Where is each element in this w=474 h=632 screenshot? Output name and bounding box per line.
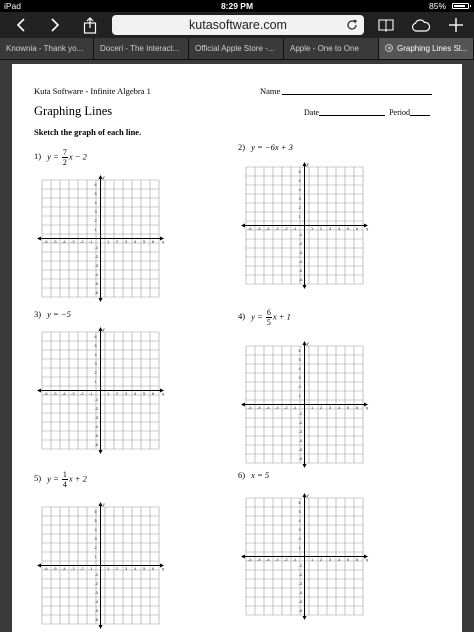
x-tick-label: -2 [80, 391, 84, 396]
x-tick-label: -5 [257, 557, 261, 562]
x-tick-label: -3 [275, 557, 279, 562]
y-tick-label: 4 [298, 366, 301, 371]
y-tick-label: -2 [94, 581, 99, 586]
y-tick-label: 4 [298, 518, 301, 523]
y-tick-label: 6 [94, 509, 97, 514]
y-tick-label: -2 [94, 254, 99, 259]
y-tick-label: -2 [298, 420, 303, 425]
x-tick-label: 4 [338, 405, 341, 410]
y-tick-label: -1 [94, 245, 99, 250]
page-viewport[interactable] [0, 60, 474, 632]
y-tick-label: -4 [298, 259, 303, 264]
x-tick-label: -2 [80, 566, 84, 571]
y-tick-label: 1 [298, 545, 301, 550]
plus-icon [448, 17, 464, 33]
y-tick-label: -5 [298, 599, 303, 604]
y-tick-label: 1 [94, 379, 97, 384]
back-button[interactable] [10, 15, 32, 35]
x-tick-label: -4 [62, 391, 66, 396]
y-tick-label: -6 [94, 290, 99, 295]
status-bar [0, 0, 474, 12]
y-tick-label: 5 [94, 518, 97, 523]
x-tick-label: -1 [293, 557, 297, 562]
y-tick-label: -6 [94, 617, 99, 622]
x-tick-label: -1 [293, 226, 297, 231]
y-tick-label: 6 [94, 182, 97, 187]
instructions: Sketch the graph of each line. [34, 127, 142, 137]
x-tick-label: 4 [338, 557, 341, 562]
tab-label: Apple - One to One [290, 44, 359, 53]
y-tick-label: 2 [298, 205, 301, 210]
x-tick-label: -1 [89, 566, 93, 571]
x-tick-label: 6 [152, 239, 155, 244]
carrier-label: iPad [4, 1, 22, 11]
y-tick-label: 3 [298, 196, 301, 201]
x-tick-label: -6 [248, 405, 252, 410]
name-field: Name [260, 86, 432, 96]
x-tick-label: 6 [356, 405, 359, 410]
x-tick-label: 3 [125, 566, 128, 571]
x-tick-label: 3 [329, 557, 332, 562]
x-tick-label: -6 [248, 557, 252, 562]
y-tick-label: 5 [94, 343, 97, 348]
y-tick-label: -4 [94, 599, 99, 604]
y-tick-label: -1 [94, 397, 99, 402]
x-tick-label: -3 [275, 226, 279, 231]
x-tick-label: -2 [80, 239, 84, 244]
x-axis-label: x [366, 227, 369, 233]
x-tick-label: 6 [152, 566, 155, 571]
y-tick-label: -5 [298, 447, 303, 452]
y-axis-label: y [306, 494, 309, 499]
x-tick-label: 1 [311, 405, 314, 410]
x-tick-label: -4 [62, 566, 66, 571]
x-tick-label: -5 [257, 226, 261, 231]
x-tick-label: -4 [266, 226, 270, 231]
cloud-icon [411, 19, 431, 32]
coordinate-grid-6[interactable] [240, 492, 369, 621]
x-tick-label: 5 [143, 239, 146, 244]
x-tick-label: -3 [71, 566, 75, 571]
y-tick-label: 6 [298, 348, 301, 353]
y-tick-label: -2 [298, 572, 303, 577]
worksheet-title: Graphing Lines [34, 104, 113, 118]
tab-label: Official Apple Store -... [195, 44, 275, 53]
y-tick-label: 2 [94, 218, 97, 223]
x-tick-label: 6 [356, 557, 359, 562]
x-tick-label: 3 [125, 391, 128, 396]
grid-svg [36, 501, 165, 630]
grid-svg [240, 161, 369, 290]
x-axis-label: x [162, 392, 165, 398]
y-tick-label: 6 [298, 169, 301, 174]
x-axis-label: x [162, 567, 165, 573]
tab-label: Knownia - Thank yo... [6, 44, 84, 53]
x-tick-label: -2 [284, 226, 288, 231]
forward-button[interactable] [44, 15, 66, 35]
x-tick-label: 4 [134, 239, 137, 244]
browser-toolbar [0, 12, 474, 38]
y-tick-label: 4 [298, 187, 301, 192]
y-tick-label: 5 [298, 357, 301, 362]
x-tick-label: -1 [89, 239, 93, 244]
y-tick-label: -3 [94, 263, 99, 268]
y-tick-label: -6 [298, 277, 303, 282]
y-tick-label: -5 [298, 268, 303, 273]
tab-graphing-lines[interactable] [379, 38, 474, 59]
tab-label: Doceri - The Interact... [100, 44, 180, 53]
y-tick-label: -3 [298, 250, 303, 255]
x-tick-label: 4 [134, 391, 137, 396]
x-tick-label: -6 [248, 226, 252, 231]
y-tick-label: -5 [94, 608, 99, 613]
y-tick-label: -1 [298, 411, 303, 416]
y-tick-label: 6 [94, 334, 97, 339]
date-period-field: Date Period [304, 108, 430, 117]
y-tick-label: -4 [298, 590, 303, 595]
y-tick-label: -2 [94, 406, 99, 411]
y-tick-label: -5 [94, 433, 99, 438]
y-axis-label: y [102, 328, 105, 333]
y-tick-label: 6 [298, 500, 301, 505]
coordinate-grid-5[interactable] [36, 501, 165, 630]
battery-percent: 85% [428, 1, 446, 11]
x-tick-label: 5 [347, 557, 350, 562]
problem-6: 6) x = 5 [238, 470, 270, 480]
y-tick-label: -1 [298, 563, 303, 568]
coordinate-grid-4[interactable] [240, 340, 369, 469]
x-tick-label: 1 [311, 557, 314, 562]
y-tick-label: 2 [298, 384, 301, 389]
reload-icon[interactable] [345, 18, 359, 32]
x-tick-label: 6 [152, 391, 155, 396]
x-tick-label: -5 [53, 239, 57, 244]
x-tick-label: 2 [116, 566, 119, 571]
x-axis-label: x [366, 406, 369, 412]
x-tick-label: -3 [275, 405, 279, 410]
y-tick-label: -4 [94, 424, 99, 429]
x-tick-label: 2 [116, 239, 119, 244]
y-tick-label: 1 [94, 227, 97, 232]
y-tick-label: 1 [94, 554, 97, 559]
grid-svg [240, 340, 369, 469]
bookmarks-button[interactable] [375, 15, 397, 35]
close-tab-icon[interactable] [385, 44, 393, 52]
y-tick-label: 5 [298, 178, 301, 183]
problem-5: 5) y = $\frac{1}{4}$ x + 2 [34, 470, 87, 489]
y-tick-label: 3 [298, 527, 301, 532]
worksheet-page [12, 64, 462, 632]
x-tick-label: 2 [320, 226, 323, 231]
y-tick-label: 5 [298, 509, 301, 514]
x-tick-label: -4 [62, 239, 66, 244]
y-tick-label: -6 [298, 608, 303, 613]
x-tick-label: -2 [284, 405, 288, 410]
problem-1: 1) y = $\frac{7}{2}$ x − 2 [34, 148, 87, 167]
tab-knownia[interactable] [0, 38, 94, 59]
publisher-label: Kuta Software - Infinite Algebra 1 [34, 86, 151, 96]
problem-3: 3) y = −5 [34, 309, 71, 319]
share-icon [83, 17, 97, 34]
y-tick-label: -3 [94, 415, 99, 420]
coordinate-grid-3[interactable] [36, 326, 165, 455]
chevron-left-icon [15, 17, 27, 33]
icloud-tabs-button[interactable] [410, 15, 432, 35]
y-tick-label: -3 [94, 590, 99, 595]
x-tick-label: -1 [89, 391, 93, 396]
x-tick-label: 4 [338, 226, 341, 231]
tab-apple-store[interactable] [189, 38, 284, 59]
share-button[interactable] [79, 15, 101, 35]
x-tick-label: 5 [143, 566, 146, 571]
x-tick-label: 1 [311, 226, 314, 231]
coordinate-grid-2[interactable] [240, 161, 369, 290]
x-tick-label: 2 [116, 391, 119, 396]
x-tick-label: -1 [293, 405, 297, 410]
x-tick-label: 5 [347, 405, 350, 410]
x-tick-label: 3 [125, 239, 128, 244]
coordinate-grid-1[interactable] [36, 174, 165, 303]
y-tick-label: -1 [298, 232, 303, 237]
x-tick-label: 1 [107, 391, 110, 396]
tab-apple-one-to-one[interactable] [284, 38, 379, 59]
x-tick-label: 6 [356, 226, 359, 231]
x-tick-label: 2 [320, 557, 323, 562]
y-tick-label: -3 [298, 429, 303, 434]
x-tick-label: 1 [107, 239, 110, 244]
address-bar[interactable] [112, 15, 364, 35]
tab-doceri[interactable] [94, 38, 189, 59]
y-tick-label: 1 [298, 393, 301, 398]
x-tick-label: 1 [107, 566, 110, 571]
x-tick-label: -5 [257, 405, 261, 410]
status-time: 8:29 PM [220, 1, 254, 11]
new-tab-button[interactable] [445, 15, 467, 35]
tab-bar [0, 38, 474, 60]
x-tick-label: 2 [320, 405, 323, 410]
y-tick-label: 1 [298, 214, 301, 219]
y-axis-label: y [102, 503, 105, 508]
y-tick-label: -4 [94, 272, 99, 277]
y-tick-label: -6 [298, 456, 303, 461]
chevron-right-icon [49, 17, 61, 33]
y-tick-label: -3 [298, 581, 303, 586]
y-tick-label: -4 [298, 438, 303, 443]
x-tick-label: -4 [266, 557, 270, 562]
y-tick-label: -1 [94, 572, 99, 577]
y-axis-label: y [306, 342, 309, 347]
y-tick-label: -5 [94, 281, 99, 286]
x-tick-label: -2 [284, 557, 288, 562]
tab-label: Graphing Lines Sl... [397, 44, 468, 53]
x-tick-label: 3 [329, 226, 332, 231]
url-text: kutasoftware.com [189, 18, 287, 32]
grid-svg [36, 174, 165, 303]
x-axis-label: x [162, 240, 165, 246]
problem-2: 2) y = −6x + 3 [238, 142, 293, 152]
x-tick-label: -5 [53, 391, 57, 396]
x-tick-label: 4 [134, 566, 137, 571]
x-tick-label: -6 [44, 566, 48, 571]
book-icon [378, 18, 394, 32]
x-tick-label: 3 [329, 405, 332, 410]
y-tick-label: 2 [94, 370, 97, 375]
y-tick-label: 3 [94, 209, 97, 214]
y-tick-label: -2 [298, 241, 303, 246]
battery-icon [452, 3, 469, 9]
y-tick-label: 4 [94, 527, 97, 532]
x-axis-label: x [366, 558, 369, 564]
y-tick-label: 5 [94, 191, 97, 196]
x-tick-label: -6 [44, 239, 48, 244]
x-tick-label: 5 [143, 391, 146, 396]
y-tick-label: 3 [94, 536, 97, 541]
y-tick-label: 4 [94, 200, 97, 205]
y-axis-label: y [306, 163, 309, 168]
x-tick-label: -3 [71, 239, 75, 244]
y-tick-label: 2 [298, 536, 301, 541]
y-tick-label: -6 [94, 442, 99, 447]
x-tick-label: 5 [347, 226, 350, 231]
x-tick-label: -3 [71, 391, 75, 396]
y-tick-label: 2 [94, 545, 97, 550]
x-tick-label: -4 [266, 405, 270, 410]
y-axis-label: y [102, 176, 105, 181]
grid-svg [36, 326, 165, 455]
x-tick-label: -6 [44, 391, 48, 396]
problem-4: 4) y = $\frac{6}{5}$ x + 1 [238, 308, 291, 327]
y-tick-label: 3 [298, 375, 301, 380]
y-tick-label: 3 [94, 361, 97, 366]
grid-svg [240, 492, 369, 621]
x-tick-label: -5 [53, 566, 57, 571]
y-tick-label: 4 [94, 352, 97, 357]
